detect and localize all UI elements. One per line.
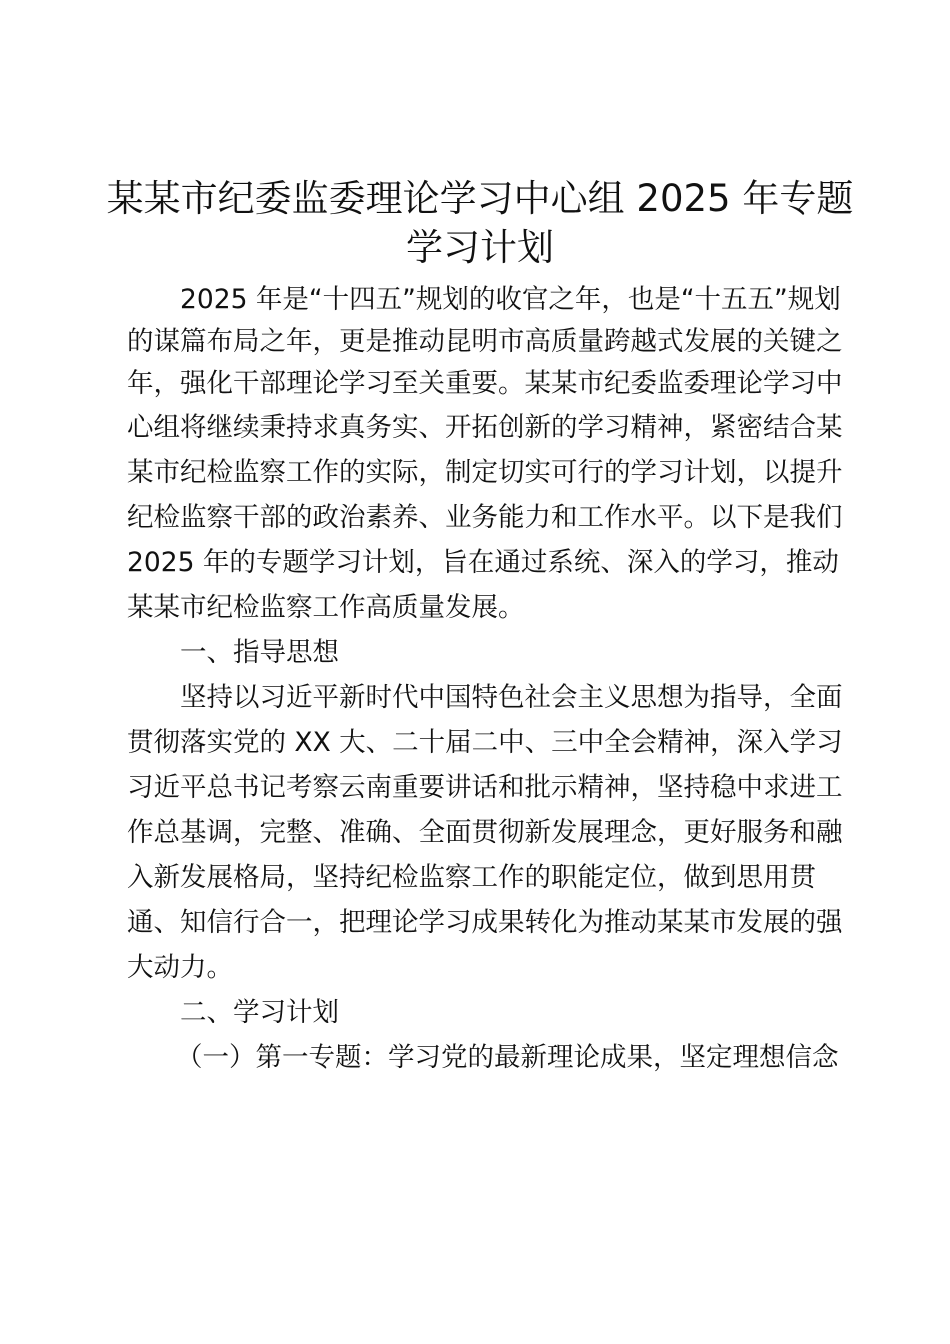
guiding-thought-paragraph-line: 通、知信行合一，把理论学习成果转化为推动某某市发展的强 bbox=[127, 907, 843, 938]
guiding-thought-paragraph-line: 坚持以习近平新时代中国特色社会主义思想为指导，全面 bbox=[180, 682, 843, 713]
subsection-heading-topic-1: （一）第一专题：学习党的最新理论成果，坚定理想信念 bbox=[176, 1042, 839, 1073]
intro-paragraph-line: 2025 年是“十四五”规划的收官之年，也是“十五五”规划 bbox=[180, 284, 841, 315]
guiding-thought-paragraph-line: 习近平总书记考察云南重要讲话和批示精神，坚持稳中求进工 bbox=[127, 772, 843, 803]
guiding-thought-paragraph-line: 入新发展格局，坚持纪检监察工作的职能定位，做到思用贯 bbox=[127, 862, 816, 893]
intro-paragraph-line: 心组将继续秉持求真务实、开拓创新的学习精神，紧密结合某 bbox=[127, 412, 843, 443]
document-title-line-1: 某某市纪委监委理论学习中心组 2025 年专题 bbox=[106, 177, 854, 220]
intro-paragraph-line: 某某市纪检监察工作高质量发展。 bbox=[127, 592, 525, 623]
guiding-thought-paragraph-line: 贯彻落实党的 XX 大、二十届二中、三中全会精神，深入学习 bbox=[127, 727, 843, 758]
section-heading-study-plan: 二、学习计划 bbox=[180, 997, 339, 1028]
section-heading-guiding-thought: 一、指导思想 bbox=[180, 637, 339, 668]
guiding-thought-paragraph-line: 大动力。 bbox=[127, 952, 233, 983]
intro-paragraph-line: 纪检监察干部的政治素养、业务能力和工作水平。以下是我们 bbox=[127, 502, 843, 533]
guiding-thought-paragraph-line: 作总基调，完整、准确、全面贯彻新发展理念，更好服务和融 bbox=[127, 817, 843, 848]
intro-paragraph-line: 某市纪检监察工作的实际，制定切实可行的学习计划，以提升 bbox=[127, 457, 843, 488]
intro-paragraph-line: 年，强化干部理论学习至关重要。某某市纪委监委理论学习中 bbox=[127, 368, 843, 399]
document-title-line-2: 学习计划 bbox=[406, 226, 554, 269]
intro-paragraph-line: 2025 年的专题学习计划，旨在通过系统、深入的学习，推动 bbox=[127, 547, 839, 578]
intro-paragraph-line: 的谋篇布局之年，更是推动昆明市高质量跨越式发展的关键之 bbox=[127, 326, 843, 357]
